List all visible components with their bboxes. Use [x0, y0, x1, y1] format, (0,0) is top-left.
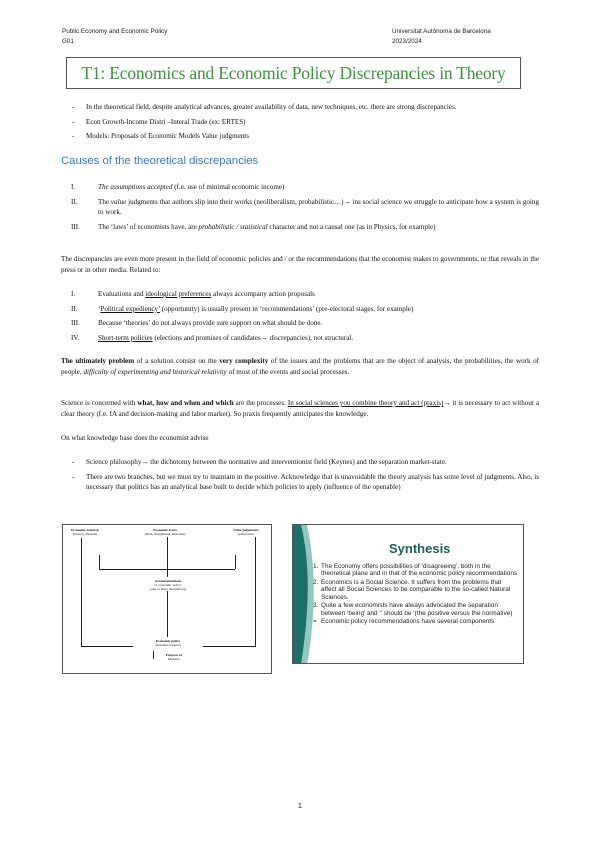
causes-list: [61, 182, 539, 232]
list-item: II. ‘Political expediency’ (opportunity) is usually present in ‘recommendations’ (pre-electoral stages, for example): [71, 304, 414, 313]
related-list: [61, 289, 539, 343]
university-name: Universitat Autònoma de Barcelona: [392, 28, 491, 35]
connector-line: [81, 646, 133, 647]
header-left: [62, 27, 167, 47]
connector-line: [99, 569, 235, 570]
connector-line: [153, 651, 154, 659]
diagram-purpose: Purpose or Measure: [165, 653, 183, 661]
list-item: 1. The Economy offers possibilities of ‘disagreeing’, both in the theoretical plane and in that of the economic policy recommendations: [313, 563, 518, 578]
page-number: 1: [298, 803, 302, 810]
knowledge-list: [61, 457, 539, 493]
list-item: - Science philosophy→ the dichotomy between the normative and interventionist field (Keynes) and the separation market-state.: [72, 458, 447, 466]
section-heading: Causes of the theoretical discrepancies: [61, 155, 259, 167]
academic-year: 2023/2024: [392, 38, 422, 45]
list-item: III. Because ‘theories’ do not always provide sure support on what should be done.: [71, 319, 323, 328]
title-box: [66, 57, 521, 89]
synthesis-slide: [292, 524, 524, 664]
paragraph: The discrepancies are even more present in the field of economic policies and / or the recommendations that the economist makes to governments, or that reveals in the press or in other media. Related to:: [61, 255, 539, 274]
course-name: Public Economy and Economic Policy: [62, 28, 168, 35]
synthesis-list: [313, 563, 518, 627]
list-item: - In the theoretical field, despite analytical advances, greater availability of data, new techniques, etc. there are strong discrepancies.: [72, 103, 457, 111]
list-item: = Economic policy recommendations have several components: [313, 618, 495, 626]
diagram-values: Value judgments/ preferences: [232, 528, 260, 536]
connector-line: [255, 537, 256, 647]
page-title: T1: Economics and Economic Policy Discrepancies in Theory: [81, 62, 506, 83]
list-item: - There are two branches, but we must try to maintain in the positive. Acknowledge that is unavoidable the theory analysis has some level of judgments. Also, is necessary that politics has an analytical base built to decide which policies to apply (influence of the openable): [72, 472, 539, 492]
header-right: [392, 27, 491, 47]
list-item: - Models: Proposals of Economic Models Value judgments: [72, 132, 250, 141]
list-item: II. The value judgments that authors slip into their works (neoliberalism, probabilistic…)→ ins social science we struggle to anticipate how a system is going to work.: [71, 197, 539, 217]
connector-line: [81, 538, 82, 646]
list-item: I. Evaluations and ideological preferences always accompany action proposals: [71, 290, 315, 298]
paragraph: Science is concerned with what, how and when and which are the processes. In social sciences you combine theory and act (praxis)→ it is necessary to act without a clear theory (f.e. IA and decision-making and labor market). So praxis frequently anticipates the knowledge.: [61, 399, 539, 418]
connector-line: [203, 646, 255, 647]
synthesis-title: Synthesis: [389, 541, 451, 556]
diagram-facts: Economic Facts (Data, Judgmental, structure): [144, 528, 186, 536]
diagram-adopted: Economic policy measures adopted: [155, 639, 181, 647]
connector-line: [235, 555, 236, 569]
list-item: 2. Economics is a Social Science. It suffers from the problems that affect all Social Sciences to be comparable to the so-called Natural Sciences.: [313, 579, 511, 601]
diagram-recommendations: recommendations of economic policy (one or more alternatives): [149, 579, 187, 591]
connector-line: [167, 537, 168, 577]
group-code: G01: [62, 38, 74, 45]
list-item: 3. Quite a few economists have always advocated the separation between ‘being’ and ‘’ should be ‘(the positive versus the normative): [313, 602, 513, 617]
list-item: III. The ‘laws’ of economists have, are probabilistic / statistical character and not a causal one (as in Physics, for example): [71, 222, 436, 231]
list-item: - Econ Growth-Income Distri –Interal Trade (ex: ERTES): [72, 117, 246, 126]
policy-diagram: [62, 524, 272, 674]
intro-list: [61, 102, 539, 142]
connector-line: [99, 555, 100, 569]
paragraph: The ultimately problem of a solution consist on the very complexity of the issues and the problems that are the object of analysis, the probabilities, the work of people, difficulty of experimenting and historical relativity of most of the events and social processes.: [61, 357, 539, 376]
diagram-analysis: Economic Analysis (Theory, Models): [70, 528, 100, 536]
list-item: IV. Short-term policies (elections and promises of candidates→ discrepancies), not structural.: [71, 333, 354, 342]
paragraph: On what knowledge base does the economist advise: [61, 434, 209, 442]
connector-line: [167, 591, 168, 637]
list-item: I. The assumptions accepted (f.e. use of minimal economic income): [71, 183, 285, 191]
